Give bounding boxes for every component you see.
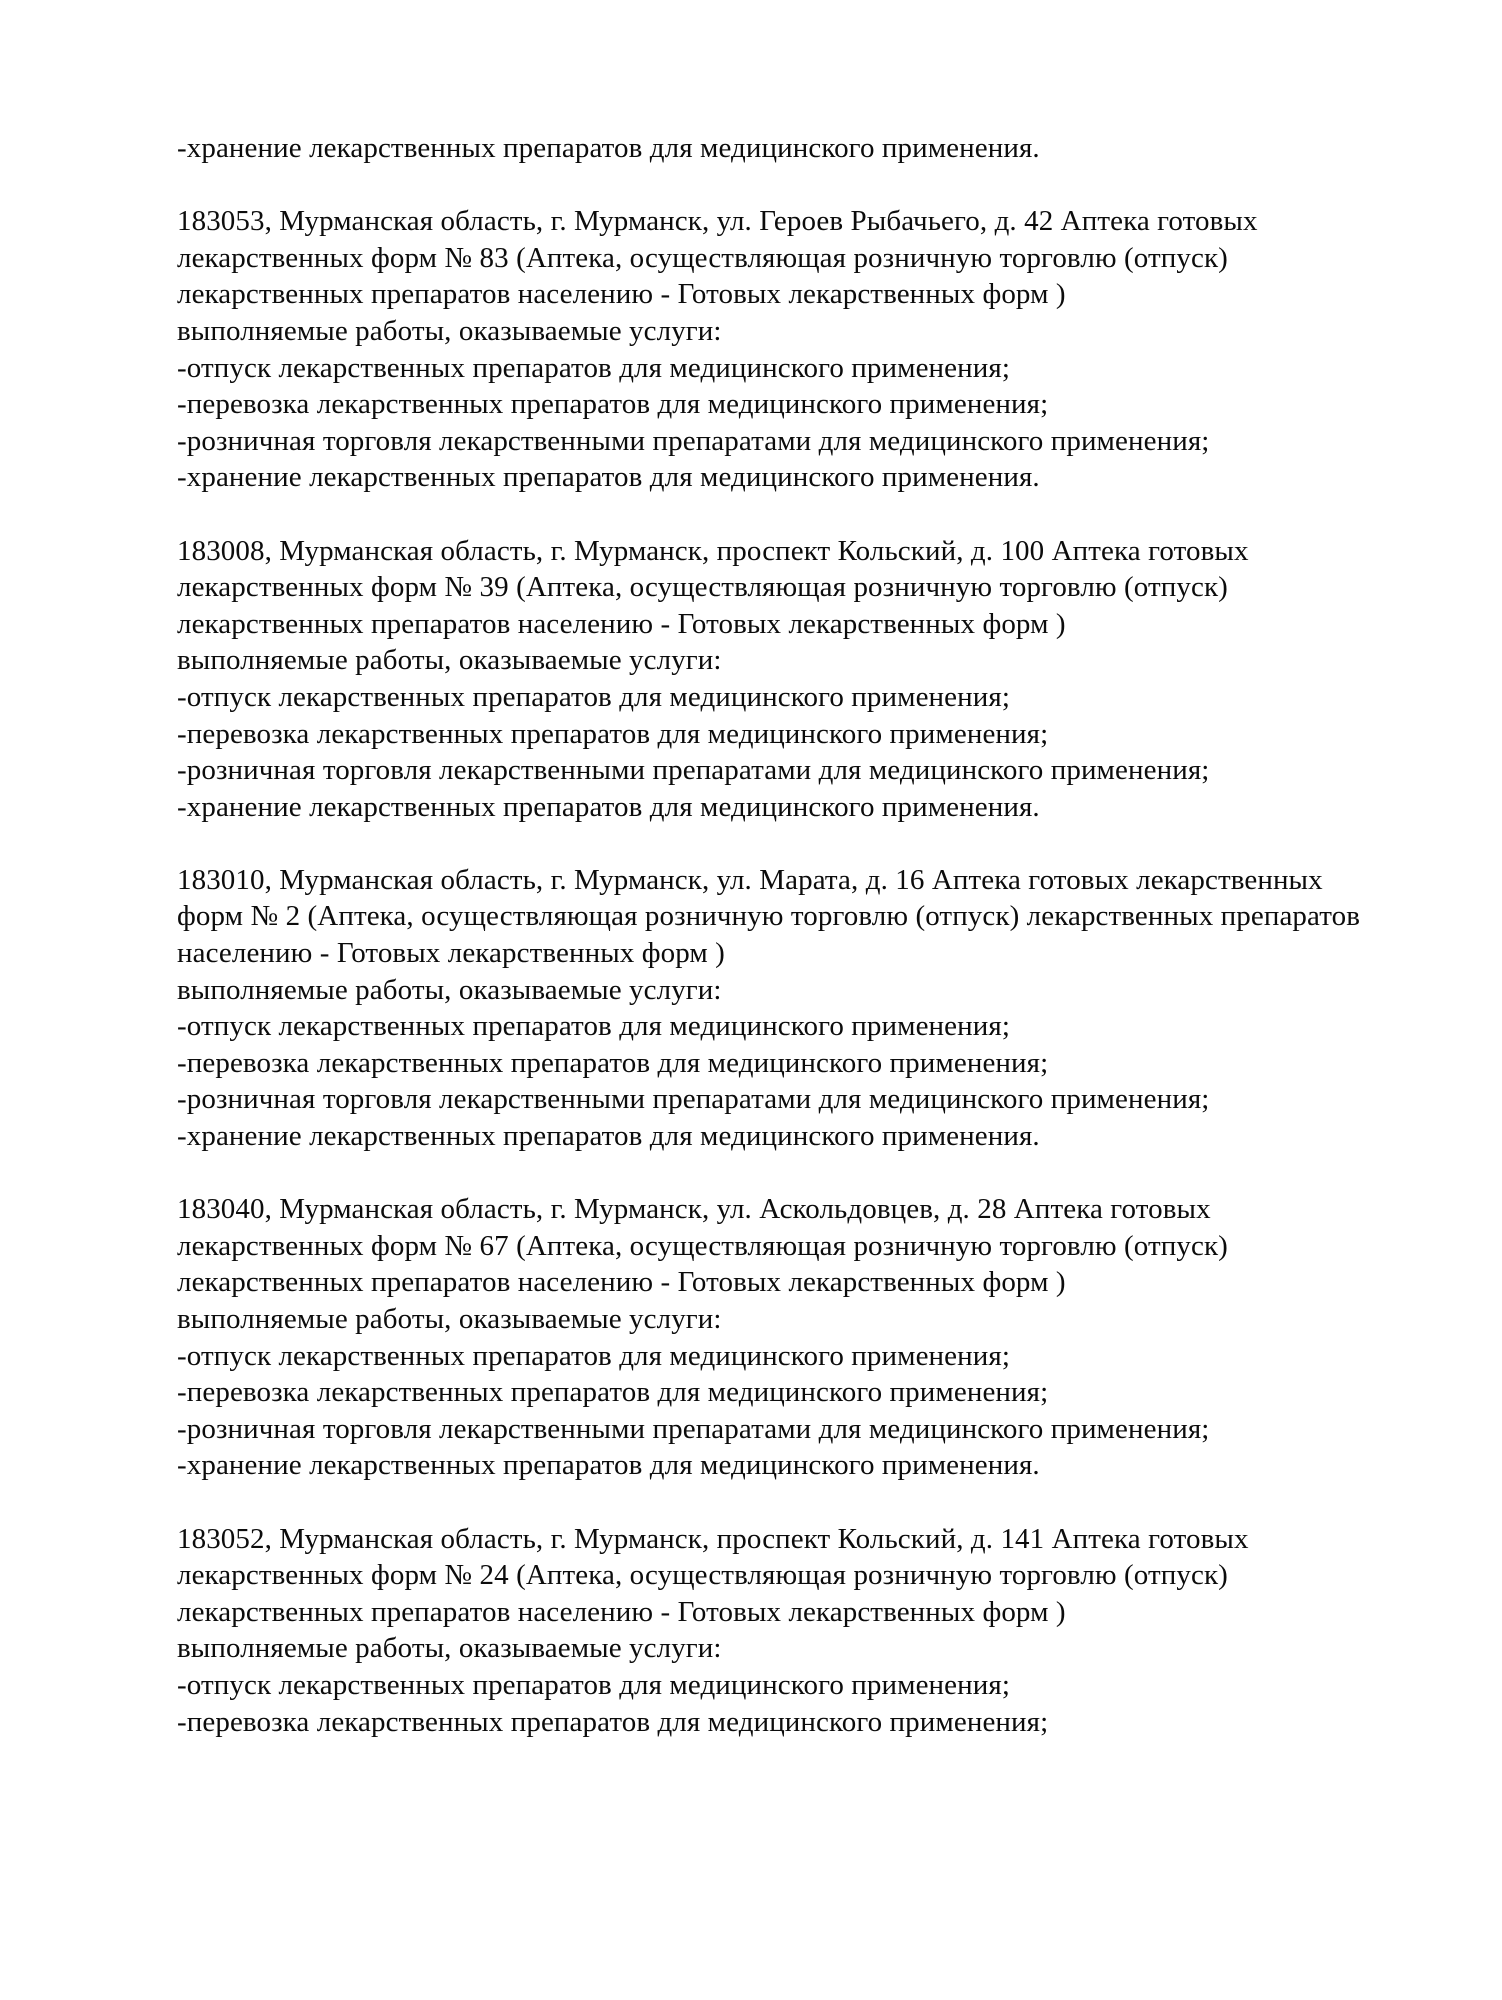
document-line: -розничная торговля лекарственными препаратами для медицинского применения; [177,1412,1210,1445]
document-text [177,130,1361,1740]
document-line: -хранение лекарственных препаратов для медицинского применения. [177,132,1040,164]
document-line: лекарственных препаратов населению - Готовых лекарственных форм ) [177,1266,1066,1299]
document-line: -перевозка лекарственных препаратов для медицинского применения; [177,388,1049,421]
entry-183052 [177,1521,1357,1741]
document-line: -хранение лекарственных препаратов для медицинского применения. [177,1120,1040,1153]
document-line: 183052, Мурманская область, г. Мурманск, проспект Кольский, д. 141 Аптека готовых [177,1522,1249,1555]
document-line: лекарственных препаратов населению - Готовых лекарственных форм ) [177,1595,1066,1628]
document-line: 183010, Мурманская область, г. Мурманск, ул. Марата, д. 16 Аптека готовых лекарственных [177,863,1323,896]
document-line: 183053, Мурманская область, г. Мурманск, ул. Героев Рыбачьего, д. 42 Аптека готовых [177,205,1258,238]
document-line: лекарственных форм № 24 (Аптека, осуществляющая розничную торговлю (отпуск) [177,1559,1228,1592]
document-line: 183040, Мурманская область, г. Мурманск, ул. Аскольдовцев, д. 28 Аптека готовых [177,1193,1211,1226]
document-line: выполняемые работы, оказываемые услуги: [177,644,722,677]
entry-183053 [177,203,1357,496]
document-line: -розничная торговля лекарственными препаратами для медицинского применения; [177,1083,1210,1116]
document-line: -перевозка лекарственных препаратов для медицинского применения; [177,717,1049,750]
document-line: -розничная торговля лекарственными препаратами для медицинского применения; [177,754,1210,787]
document-line: -отпуск лекарственных препаратов для медицинского применения; [177,1010,1010,1043]
document-line: выполняемые работы, оказываемые услуги: [177,973,722,1006]
document-line: -перевозка лекарственных препаратов для медицинского применения; [177,1046,1049,1079]
entry-183008 [177,533,1357,826]
document-line: лекарственных форм № 39 (Аптека, осуществляющая розничную торговлю (отпуск) [177,571,1228,604]
document-line: -хранение лекарственных препаратов для медицинского применения. [177,790,1040,823]
document-line: выполняемые работы, оказываемые услуги: [177,314,722,347]
document-line: -отпуск лекарственных препаратов для медицинского применения; [177,1339,1010,1372]
document-line: населению - Готовых лекарственных форм ) [177,937,725,970]
document-line: -отпуск лекарственных препаратов для медицинского применения; [177,351,1010,384]
document-line: -перевозка лекарственных препаратов для медицинского применения; [177,1376,1049,1409]
document-line: лекарственных препаратов населению - Готовых лекарственных форм ) [177,278,1066,311]
document-line: -хранение лекарственных препаратов для медицинского применения. [177,1449,1040,1482]
document-line: лекарственных форм № 67 (Аптека, осуществляющая розничную торговлю (отпуск) [177,1229,1228,1262]
entry-183010 [177,862,1361,1155]
document-line: форм № 2 (Аптека, осуществляющая розничную торговлю (отпуск) лекарственных препаратов [177,900,1361,933]
document-line: выполняемые работы, оказываемые услуги: [177,1632,722,1665]
document-line: лекарственных препаратов населению - Готовых лекарственных форм ) [177,607,1066,640]
entry-183040 [177,1191,1357,1484]
entry-tail-previous [177,130,1357,167]
document-line: -хранение лекарственных препаратов для медицинского применения. [177,461,1040,494]
document-line: лекарственных форм № 83 (Аптека, осуществляющая розничную торговлю (отпуск) [177,241,1228,274]
document-line: 183008, Мурманская область, г. Мурманск, проспект Кольский, д. 100 Аптека готовых [177,534,1249,567]
document-line: -отпуск лекарственных препаратов для медицинского применения; [177,1668,1010,1701]
document-line: -розничная торговля лекарственными препаратами для медицинского применения; [177,424,1210,457]
document-line: выполняемые работы, оказываемые услуги: [177,1303,722,1335]
document-line: -отпуск лекарственных препаратов для медицинского применения; [177,680,1010,713]
document-line: -перевозка лекарственных препаратов для медицинского применения; [177,1705,1049,1738]
